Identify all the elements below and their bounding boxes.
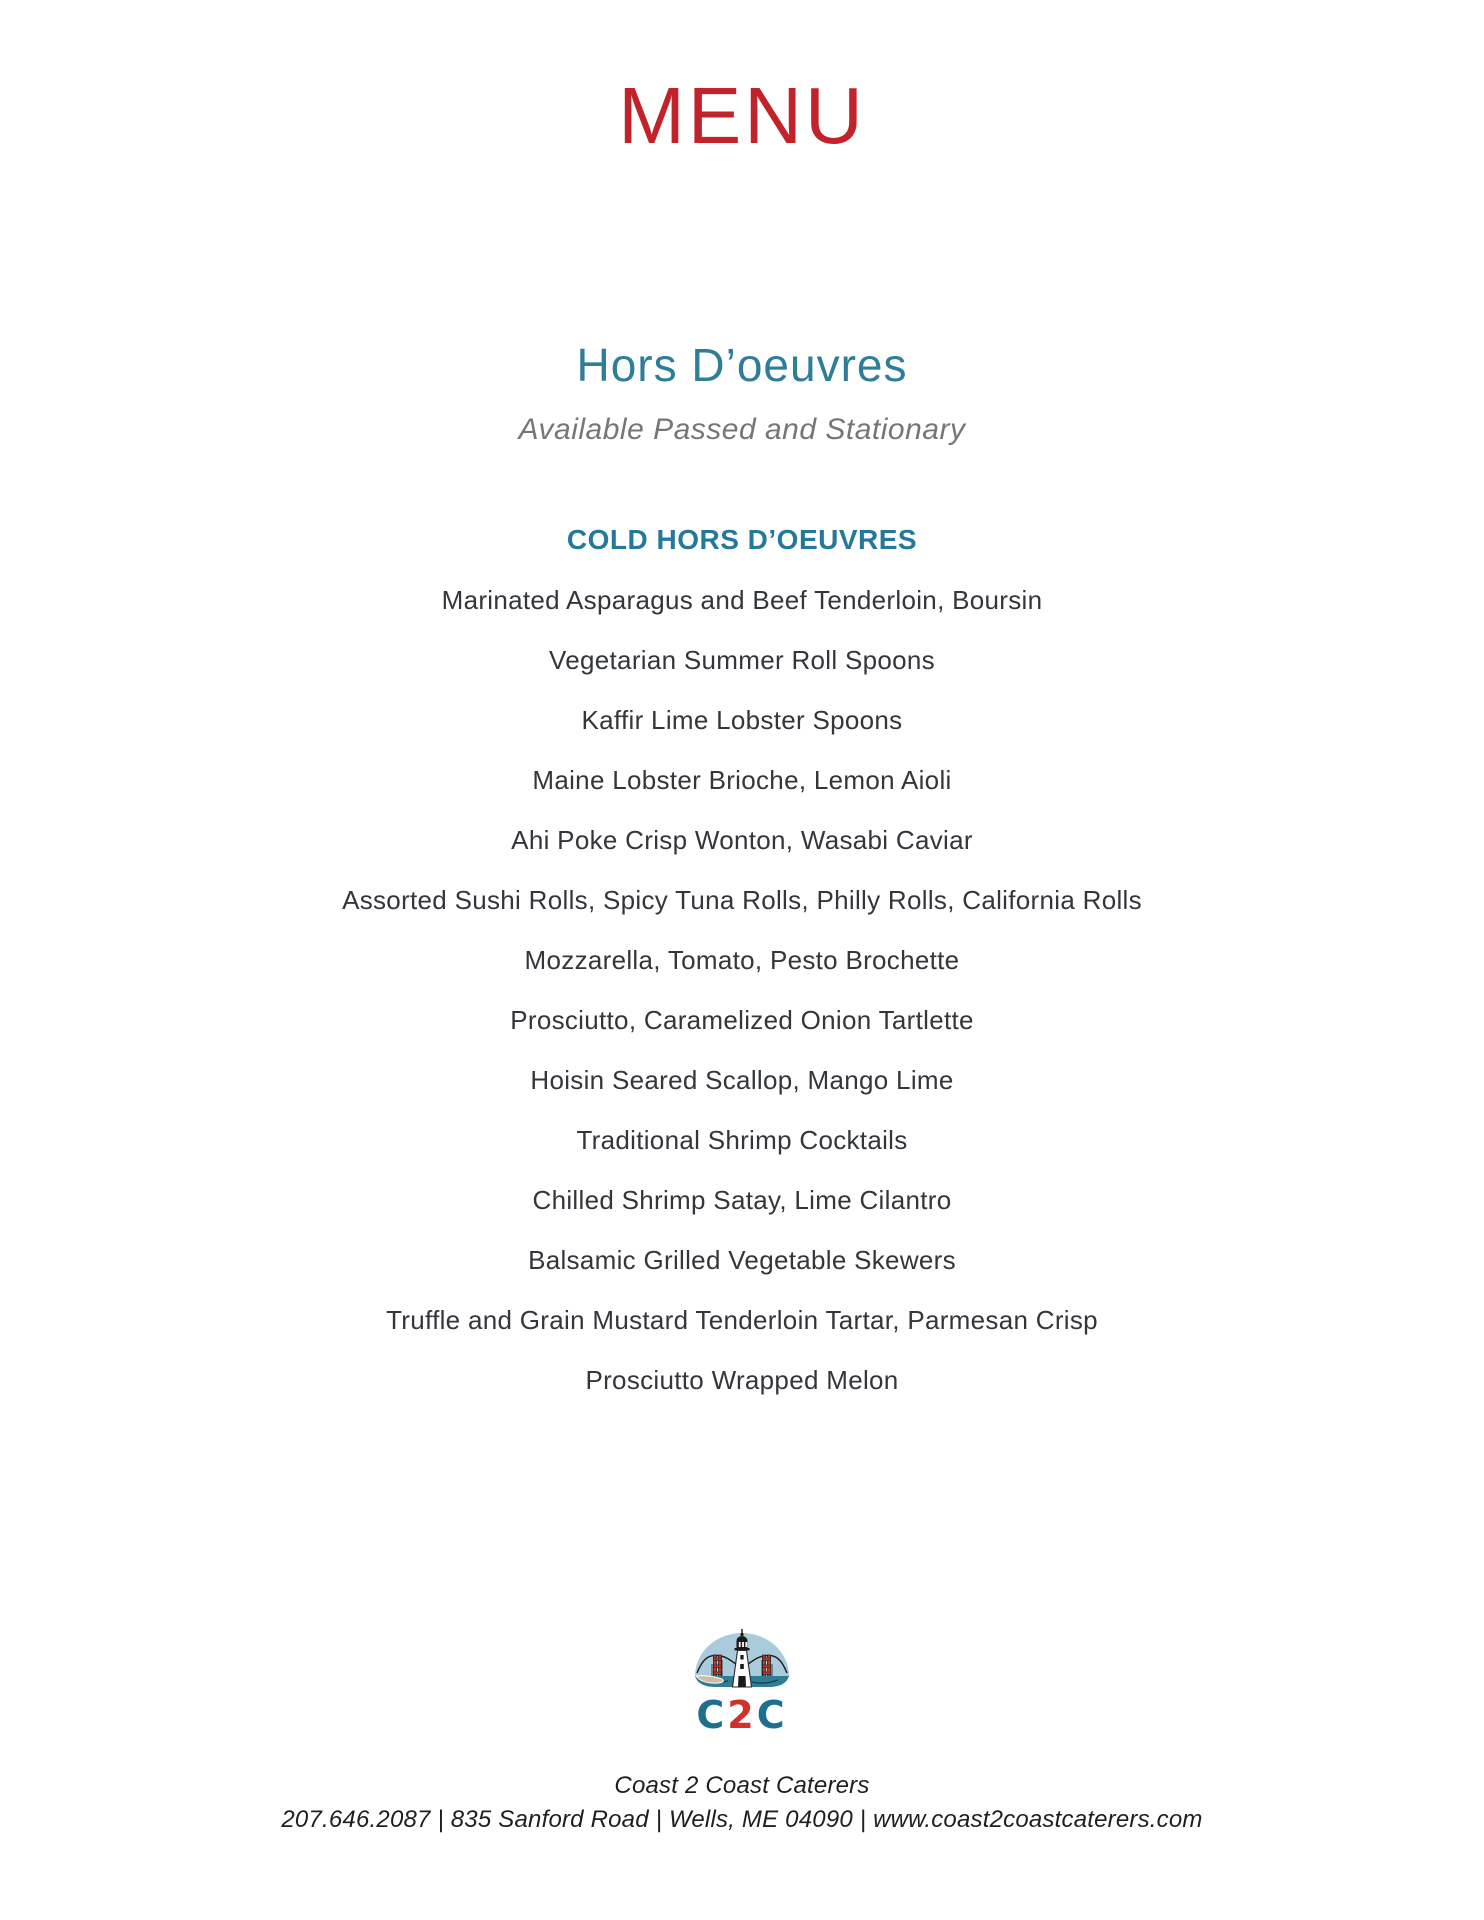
menu-item: Mozzarella, Tomato, Pesto Brochette (524, 945, 960, 975)
menu-item: Assorted Sushi Rolls, Spicy Tuna Rolls, Philly Rolls, California Rolls (342, 885, 1142, 915)
cold-hors-doeuvres-heading: COLD HORS D’OEUVRES (566, 524, 918, 555)
menu-item: Vegetarian Summer Roll Spoons (549, 645, 935, 675)
menu-item: Prosciutto, Caramelized Onion Tartlette (510, 1005, 974, 1035)
menu-item: Maine Lobster Brioche, Lemon Aioli (532, 765, 952, 795)
menu-item: Traditional Shrimp Cocktails (576, 1125, 908, 1155)
logo-wordmark (696, 1693, 788, 1737)
page-title: MENU (618, 71, 866, 160)
lighthouse-bridge-logo-icon (694, 1628, 790, 1698)
footer-contact-info: 207.646.2087 | 835 Sanford Road | Wells, ME 04090 | www.coast2coastcaterers.com (281, 1806, 1203, 1833)
section-subtitle: Available Passed and Stationary (518, 413, 966, 446)
menu-item: Hoisin Seared Scallop, Mango Lime (530, 1065, 954, 1095)
menu-item: Ahi Poke Crisp Wonton, Wasabi Caviar (511, 825, 973, 855)
menu-item: Prosciutto Wrapped Melon (585, 1365, 899, 1395)
logo-letter-two: 2 (727, 1693, 757, 1737)
logo-letter-c-right: C (756, 1693, 788, 1737)
logo (0, 1628, 1484, 1737)
section-heading: Hors D’oeuvres (576, 339, 908, 391)
menu-item: Chilled Shrimp Satay, Lime Cilantro (532, 1185, 952, 1215)
cold-items-list (0, 570, 1484, 1410)
footer-company-name: Coast 2 Coast Caterers (614, 1772, 870, 1799)
menu-item: Balsamic Grilled Vegetable Skewers (528, 1245, 956, 1275)
menu-item: Truffle and Grain Mustard Tenderloin Tartar, Parmesan Crisp (386, 1305, 1098, 1335)
menu-item: Marinated Asparagus and Beef Tenderloin, Boursin (441, 585, 1043, 615)
menu-item: Kaffir Lime Lobster Spoons (581, 705, 903, 735)
logo-letter-c-left: C (696, 1693, 728, 1737)
